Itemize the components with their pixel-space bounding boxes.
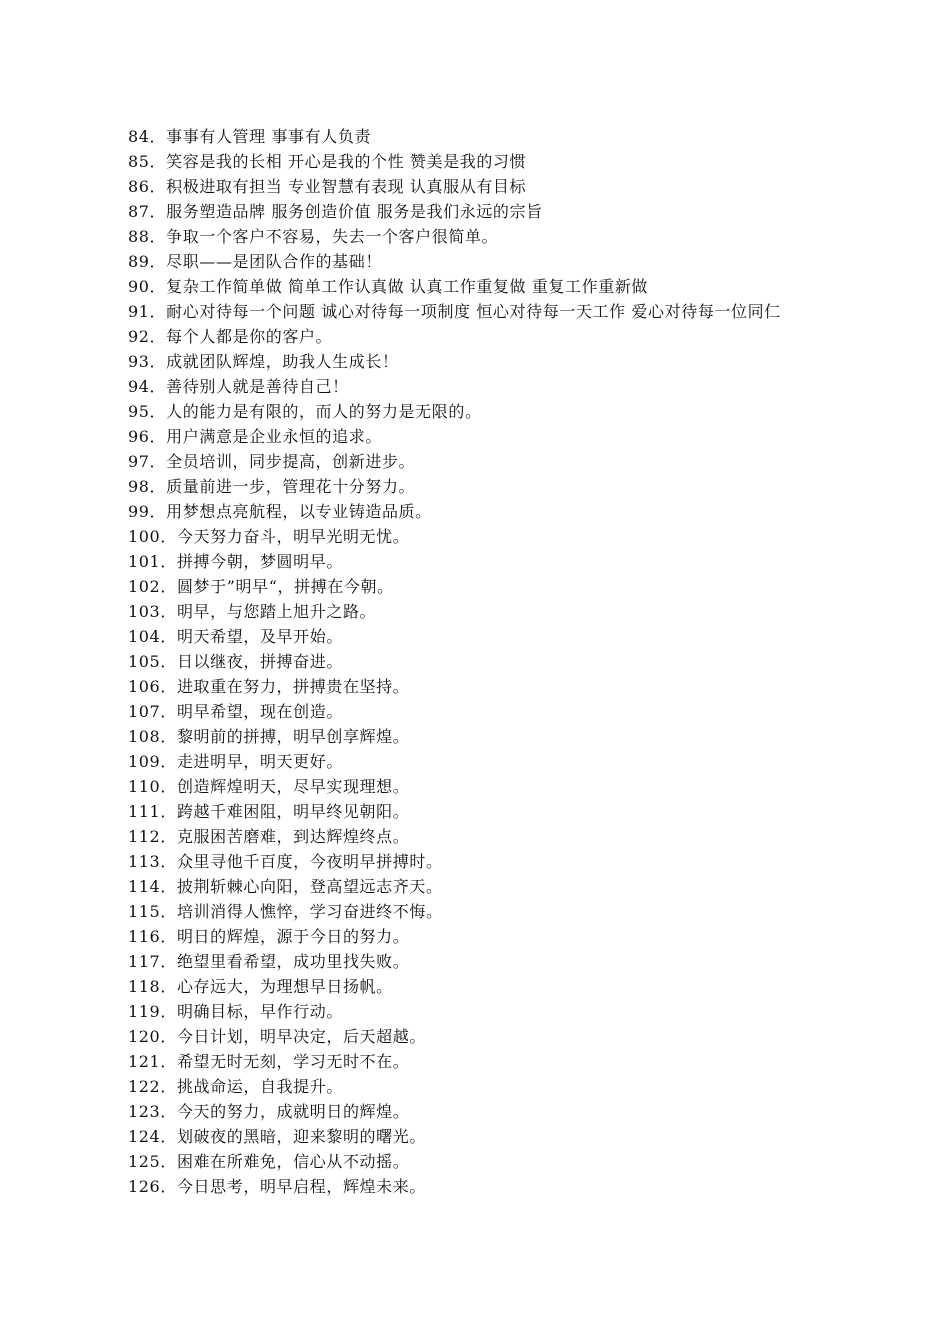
list-item: 86．积极进取有担当 专业智慧有表现 认真服从有目标 <box>128 177 527 196</box>
list-item: 93．成就团队辉煌，助我人生成长！ <box>128 352 399 371</box>
list-item: 116．明日的辉煌，源于今日的努力。 <box>128 927 410 946</box>
list-item: 97．全员培训，同步提高，创新进步。 <box>128 452 416 471</box>
list-item: 121．希望无时无刻，学习无时不在。 <box>128 1052 410 1071</box>
list-item: 126．今日思考，明早启程，辉煌未来。 <box>128 1177 426 1196</box>
list-item: 104．明天希望，及早开始。 <box>128 627 343 646</box>
list-item: 87．服务塑造品牌 服务创造价值 服务是我们永远的宗旨 <box>128 202 543 221</box>
list-item: 109．走进明早，明天更好。 <box>128 752 343 771</box>
list-item: 117．绝望里看希望，成功里找失败。 <box>128 952 410 971</box>
list-item: 95．人的能力是有限的，而人的努力是无限的。 <box>128 402 482 421</box>
list-item: 102．圆梦于”明早“，拼搏在今朝。 <box>128 577 394 596</box>
list-item: 119．明确目标，早作行动。 <box>128 1002 343 1021</box>
list-item: 107．明早希望，现在创造。 <box>128 702 343 721</box>
list-item: 114．披荆斩棘心向阳，登高望远志齐天。 <box>128 877 443 896</box>
list-item: 99．用梦想点亮航程，以专业铸造品质。 <box>128 502 432 521</box>
list-item: 94．善待别人就是善待自己！ <box>128 377 349 396</box>
list-item: 100．今天努力奋斗，明早光明无忧。 <box>128 527 410 546</box>
list-item: 89．尽职——是团队合作的基础！ <box>128 252 382 271</box>
list-item: 123．今天的努力，成就明日的辉煌。 <box>128 1102 410 1121</box>
list-item: 85．笑容是我的长相 开心是我的个性 赞美是我的习惯 <box>128 152 527 171</box>
list-item: 118．心存远大，为理想早日扬帆。 <box>128 977 393 996</box>
list-item: 105．日以继夜，拼搏奋进。 <box>128 652 343 671</box>
list-item: 112．克服困苦磨难，到达辉煌终点。 <box>128 827 410 846</box>
list-item: 88．争取一个客户不容易，失去一个客户很简单。 <box>128 227 499 246</box>
list-item: 96．用户满意是企业永恒的追求。 <box>128 427 382 446</box>
list-item: 120．今日计划，明早决定，后天超越。 <box>128 1027 426 1046</box>
list-item: 113．众里寻他千百度，今夜明早拼搏时。 <box>128 852 443 871</box>
list-item: 125．困难在所难免，信心从不动摇。 <box>128 1152 410 1171</box>
list-item: 110．创造辉煌明天，尽早实现理想。 <box>128 777 410 796</box>
list-item: 92．每个人都是你的客户。 <box>128 327 333 346</box>
list-item: 111．跨越千难困阻，明早终见朝阳。 <box>128 802 410 821</box>
list-item: 84．事事有人管理 事事有人负责 <box>128 127 372 146</box>
list-item: 98．质量前进一步，管理花十分努力。 <box>128 477 416 496</box>
list-item: 103．明早，与您踏上旭升之路。 <box>128 602 377 621</box>
list-item: 108．黎明前的拼搏，明早创享辉煌。 <box>128 727 410 746</box>
list-item: 115．培训消得人憔悴，学习奋进终不悔。 <box>128 902 443 921</box>
list-item: 106．进取重在努力，拼搏贵在坚持。 <box>128 677 410 696</box>
slogan-list <box>128 124 830 1199</box>
list-item: 101．拼搏今朝，梦圆明早。 <box>128 552 343 571</box>
list-item: 91．耐心对待每一个问题 诚心对待每一项制度 恒心对待每一天工作 爱心对待每一位同仁 <box>128 302 781 321</box>
list-item: 122．挑战命运，自我提升。 <box>128 1077 343 1096</box>
list-item: 124．划破夜的黑暗，迎来黎明的曙光。 <box>128 1127 426 1146</box>
list-item: 90．复杂工作简单做 简单工作认真做 认真工作重复做 重复工作重新做 <box>128 277 649 296</box>
